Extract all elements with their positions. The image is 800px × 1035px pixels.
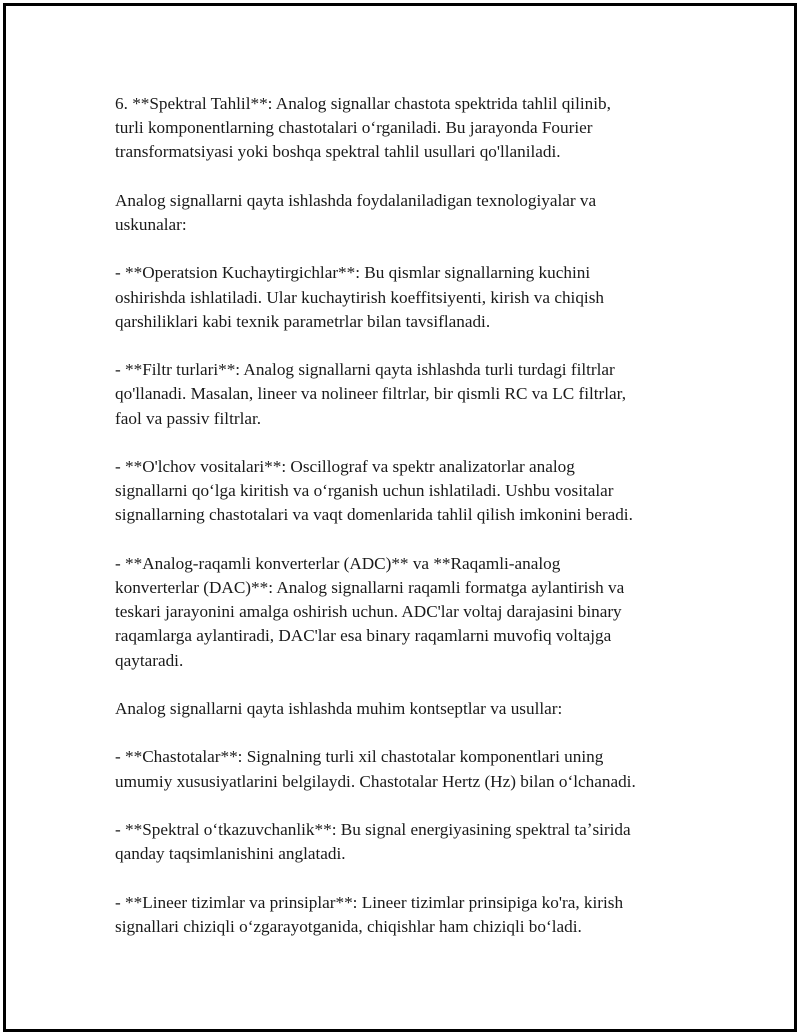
list-item-operatsion-kuchaytirgichlar: - **Operatsion Kuchaytirgichlar**: Bu qismlar signallarning kuchini oshirishda ishlatiladi. Ular kuchaytirish koeffitsiyenti, kirish va chiqish qarshiliklari kabi texnik parametrlar bilan tavsiflanadi. <box>115 263 604 331</box>
paragraph-concepts-intro: Analog signallarni qayta ishlashda muhim kontseptlar va usullar: <box>115 698 563 718</box>
list-item-spektral-otkazuvchanlik: - **Spektral oʻtkazuvchanlik**: Bu signal energiyasining spektral taʼsirida qanday taqsimlanishini anglatadi. <box>115 819 631 864</box>
list-item-filtr-turlari: - **Filtr turlari**: Analog signallarni qayta ishlashda turli turdagi filtrlar qo'llanadi. Masalan, lineer va nolineer filtrlar, bir qismli RC va LC filtrlar, faol va passiv filtrlar. <box>115 360 626 428</box>
document-body <box>115 92 695 963</box>
list-item-lineer-tizimlar: - **Lineer tizimlar va prinsiplar**: Lineer tizimlar prinsipiga ko'ra, kirish signallari chiziqli oʻzgarayotganida, chiqishlar ham chiziqli boʻladi. <box>115 892 624 936</box>
list-item-chastotalar: - **Chastotalar**: Signalning turli xil chastotalar komponentlari uning umumiy xususiyatlarini belgilaydi. Chastotalar Hertz (Hz) bilan oʻlchanadi. <box>115 747 636 791</box>
paragraph-technologies-intro: Analog signallarni qayta ishlashda foydalaniladigan texnologiyalar va uskunalar: <box>115 190 597 234</box>
list-item-olchov-vositalari: - **O'lchov vositalari**: Oscillograf va spektr analizatorlar analog signallarni qoʻlga kiritish va oʻrganish uchun ishlatiladi. Ushbu vositalar signallarning chastotalari va vaqt domenlarida tahlil qilish imkonini beradi. <box>115 456 633 525</box>
list-item-adc-dac: - **Analog-raqamli konverterlar (ADC)** va **Raqamli-analog konverterlar (DAC)**: Analog signallarni raqamli formatga aylantirish va teskari jarayonini amalga oshirish uchun. ADC'lar voltaj darajasini binary raqamlarga aylantiradi, DAC'lar esa binary raqamlarni muvofiq voltajga qaytaradi. <box>115 553 625 670</box>
paragraph-spektral-tahlil: 6. **Spektral Tahlil**: Analog signallar chastota spektrida tahlil qilinib, turli komponentlarning chastotalari oʻrganiladi. Bu jarayonda Fourier transformatsiyasi yoki boshqa spektral tahlil usullari qo'llaniladi. <box>115 94 611 162</box>
